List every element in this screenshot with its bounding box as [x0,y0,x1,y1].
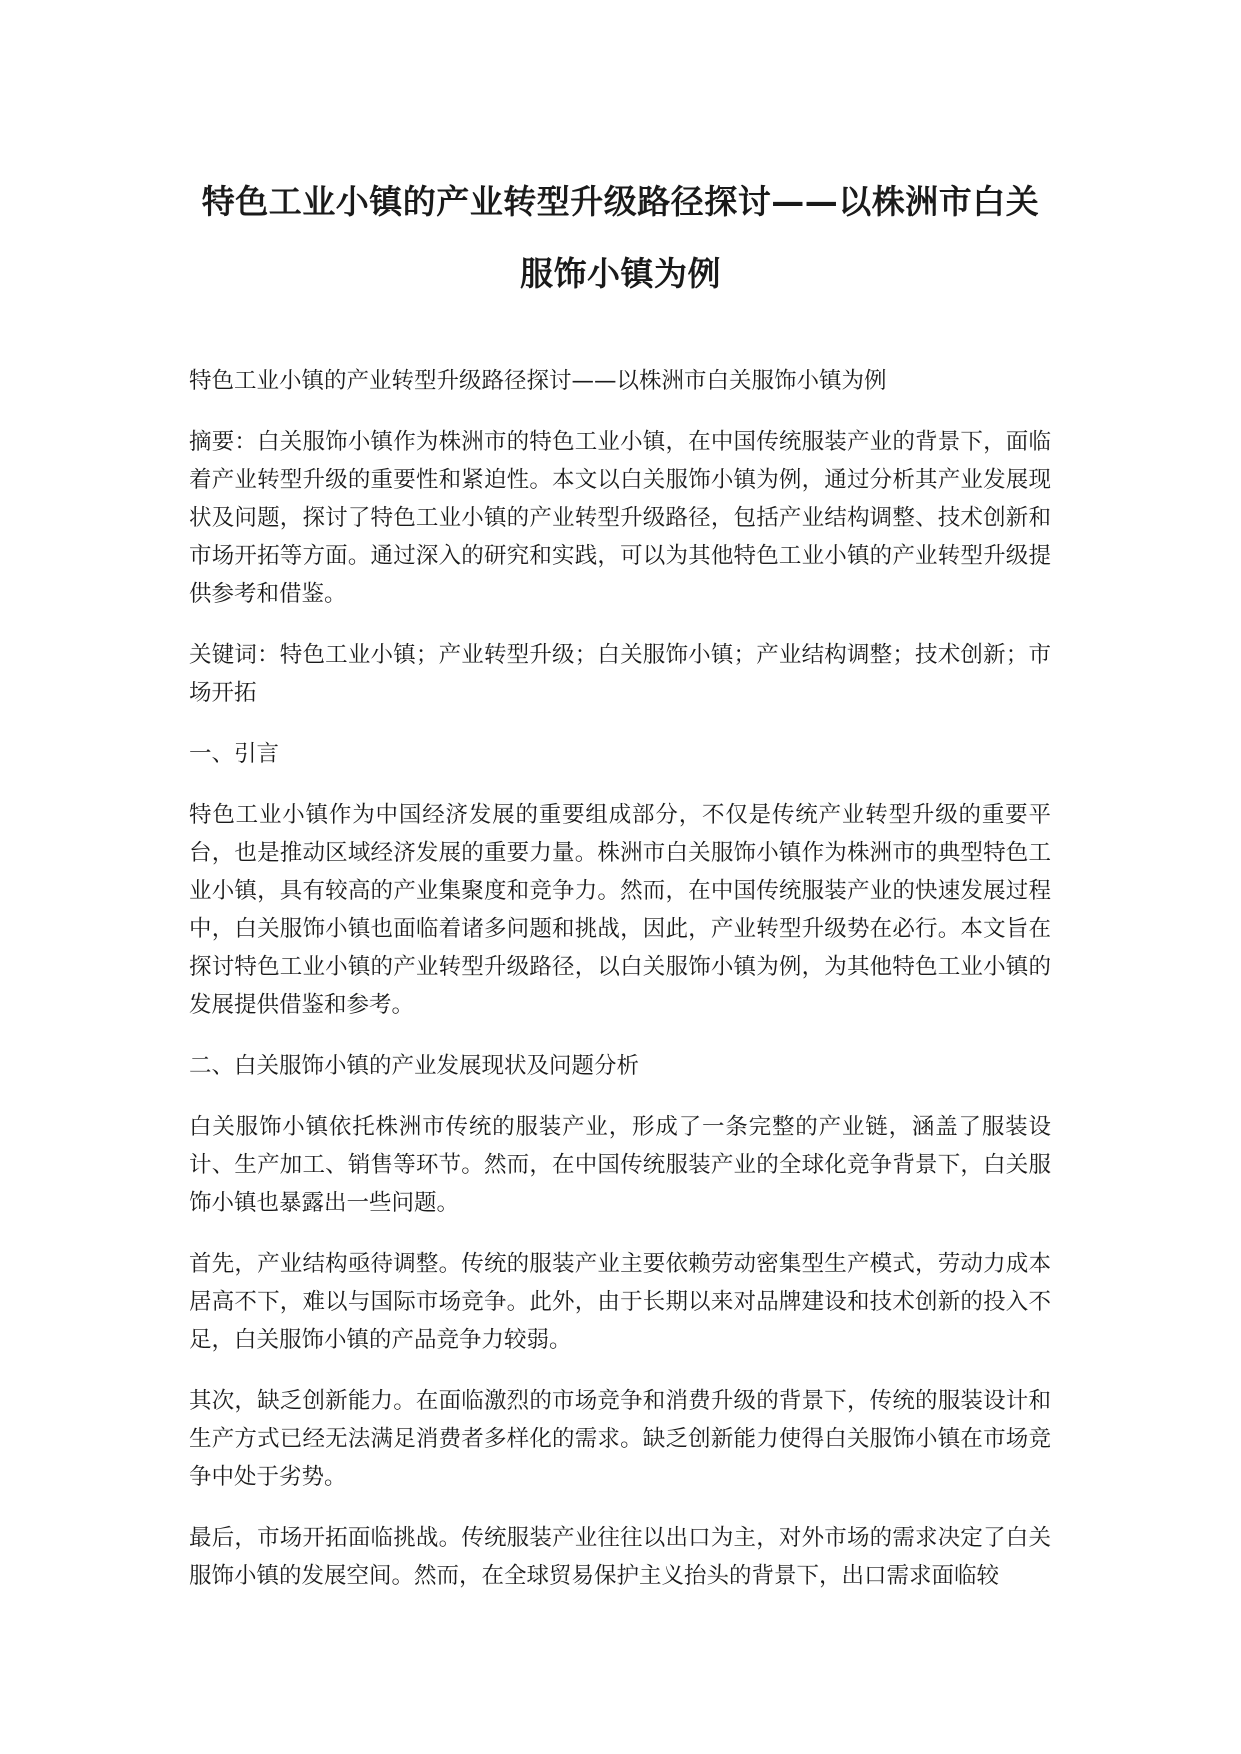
document-body [189,362,1051,1618]
analysis-paragraph: 白关服饰小镇依托株洲市传统的服装产业，形成了一条完整的产业链，涵盖了服装设计、生产加工、销售等环节。然而，在中国传统服装产业的全球化竞争背景下，白关服饰小镇也暴露出一些问题。 [189,1114,1051,1216]
section-heading-introduction: 一、引言 [189,741,280,767]
subtitle-paragraph: 特色工业小镇的产业转型升级路径探讨——以株洲市白关服饰小镇为例 [189,368,887,394]
keywords-paragraph: 关键词：特色工业小镇；产业转型升级；白关服饰小镇；产业结构调整；技术创新；市场开拓 [189,642,1051,706]
document-title-line-1: 特色工业小镇的产业转型升级路径探讨——以株洲市白关 [201,182,1040,221]
second-issue-paragraph: 其次，缺乏创新能力。在面临激烈的市场竞争和消费升级的背景下，传统的服装设计和生产方式已经无法满足消费者多样化的需求。缺乏创新能力使得白关服饰小镇在市场竞争中处于劣势。 [189,1388,1051,1490]
introduction-paragraph: 特色工业小镇作为中国经济发展的重要组成部分，不仅是传统产业转型升级的重要平台，也是推动区域经济发展的重要力量。株洲市白关服饰小镇作为株洲市的典型特色工业小镇，具有较高的产业集聚度和竞争力。然而，在中国传统服装产业的快速发展过程中，白关服饰小镇也面临着诸多问题和挑战，因此，产业转型升级势在必行。本文旨在探讨特色工业小镇的产业转型升级路径，以白关服饰小镇为例，为其他特色工业小镇的发展提供借鉴和参考。 [189,802,1051,1018]
third-issue-paragraph: 最后，市场开拓面临挑战。传统服装产业往往以出口为主，对外市场的需求决定了白关服饰小镇的发展空间。然而，在全球贸易保护主义抬头的背景下，出口需求面临较 [189,1525,1051,1589]
section-heading-analysis: 二、白关服饰小镇的产业发展现状及问题分析 [189,1053,640,1079]
first-issue-paragraph: 首先，产业结构亟待调整。传统的服装产业主要依赖劳动密集型生产模式，劳动力成本居高不下，难以与国际市场竞争。此外，由于长期以来对品牌建设和技术创新的投入不足，白关服饰小镇的产品竞争力较弱。 [189,1251,1051,1353]
abstract-paragraph: 摘要：白关服饰小镇作为株洲市的特色工业小镇，在中国传统服装产业的背景下，面临着产业转型升级的重要性和紧迫性。本文以白关服饰小镇为例，通过分析其产业发展现状及问题，探讨了特色工业小镇的产业转型升级路径，包括产业结构调整、技术创新和市场开拓等方面。通过深入的研究和实践，可以为其他特色工业小镇的产业转型升级提供参考和借鉴。 [189,429,1051,607]
document-title-line-2: 服饰小镇为例 [520,254,721,293]
